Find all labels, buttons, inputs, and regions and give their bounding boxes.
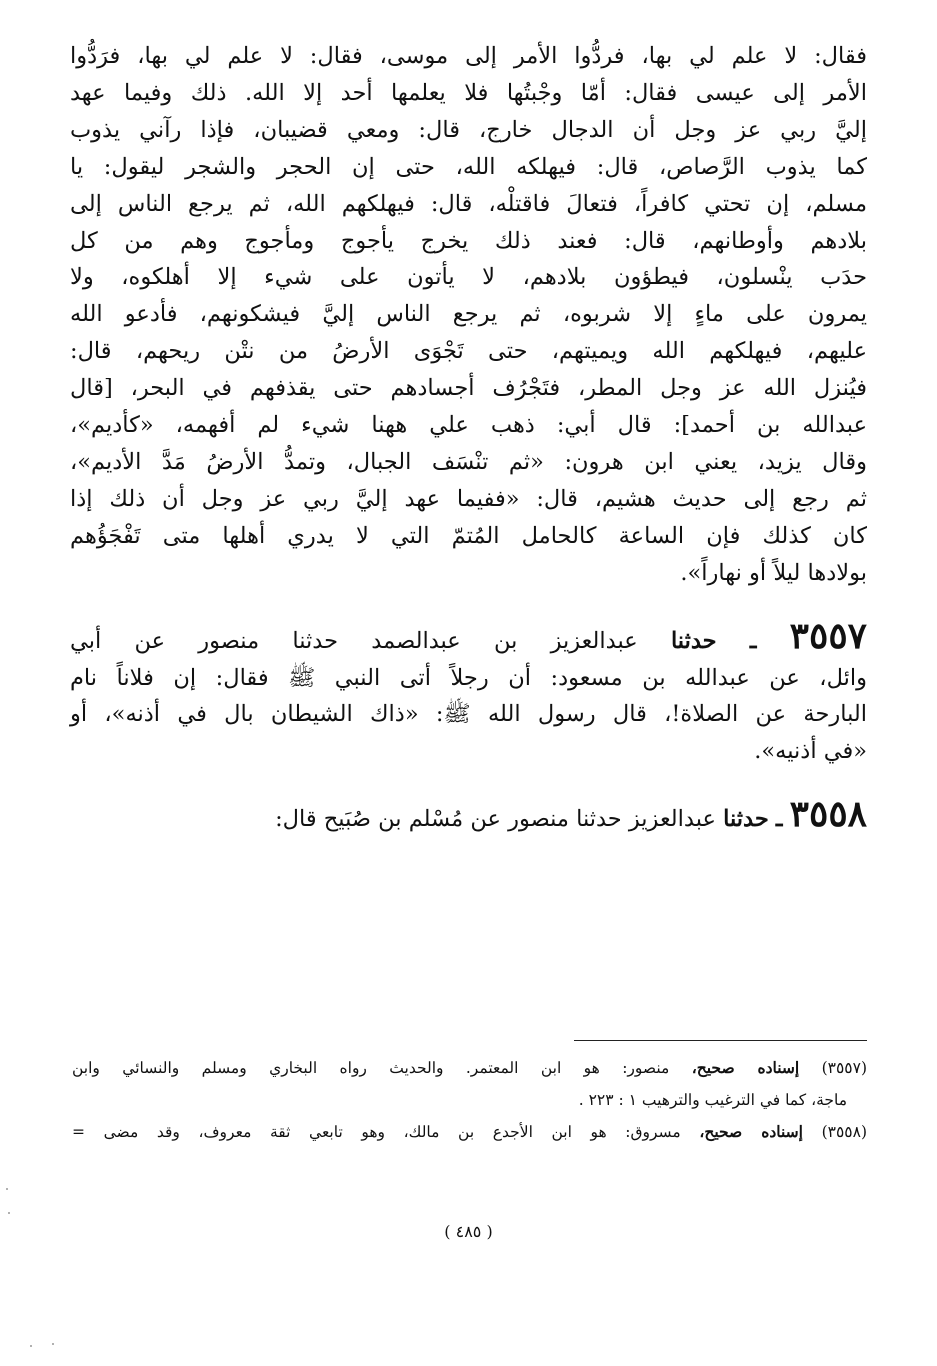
text-line: كان كذلك فإن الساعة كالحامل المُتمّ التي لا يدري أهلها متى تَفْجَؤُهم xyxy=(70,522,867,549)
text-line: وائل، عن عبدالله بن مسعود: أن رجلاً أتى النبي ﷺ فقال: إن فلاناً نام xyxy=(70,664,867,691)
footnotes xyxy=(72,1052,867,1148)
footnote-divider xyxy=(574,1040,867,1041)
footnote-number: (٣٥٥٨) xyxy=(821,1123,867,1141)
text-line: فيُنزل الله عز وجل المطر، فتَجْرُف أجسادهم حتى يقذفهم في البحر، [قال xyxy=(70,375,867,402)
hadith-lead-word: حدثنا xyxy=(670,627,717,654)
text-line: مسلم، إن تحتي كافراً، فتعالَ فاقتلْه، قال: فيهلكهم الله، ثم يرجع الناس إلى xyxy=(70,190,867,217)
hadith-number: ٣٥٥٧ xyxy=(789,614,868,657)
text-line: وقال يزيد، يعني ابن هرون: «ثم تنْسَف الجبال، وتمدُّ الأرضُ مَدَّ الأديم»، xyxy=(70,448,867,475)
text-line: يمرون على ماءٍ إلا شربوه، ثم يرجع الناس إليَّ فيشكونهم، فأدعو الله xyxy=(70,301,867,328)
text-line: إليَّ ربي عز وجل أن الدجال خارج، قال: ومعي قضيبان، فإذا رآني يذوب xyxy=(70,116,867,143)
text-line: عليهم، فيهلكهم الله ويميتهم، حتى تَجْوَى الأرضُ من نتْن ريحهم، قال: xyxy=(70,338,867,365)
hadith-first-line xyxy=(70,793,867,838)
main-text xyxy=(70,38,867,838)
text-line: فقال: لا علم لي بها، فردُّوا الأمر إلى موسى، فقال: لا علم لي بها، فرَدُّوا xyxy=(70,43,867,69)
hadith-dash: ـ xyxy=(775,806,783,833)
hadith-number: ٣٥٥٨ xyxy=(789,793,867,836)
footnote-text: مسروق: هو ابن الأجدع بن مالك، وهو تابعي ثقة معروف، وقد مضى = xyxy=(72,1123,681,1141)
text-line: البارحة عن الصلاة!، قال رسول الله ﷺ: «ذاك الشيطان بال في أذنه»، أو xyxy=(70,701,867,728)
footnote-3557-continued: ماجة، كما في الترغيب والترهيب ١ : ٢٢٣ . xyxy=(578,1091,847,1109)
footnote-grade: إسناده صحيح، xyxy=(691,1058,800,1077)
hadith-dash: ـ xyxy=(749,627,757,654)
footnote-3558 xyxy=(72,1116,867,1148)
hadith-3558 xyxy=(70,793,867,838)
text-line: ثم رجع إلى حديث هشيم، قال: «ففيما عهد إليَّ ربي عز وجل أن ذلك إذا xyxy=(70,485,867,512)
text-line: بلادهم وأوطانهم، قال: فعند ذلك يخرج يأجوج ومأجوج وهم من كل xyxy=(70,227,867,254)
page-number: ( ٤٨٥ ) xyxy=(444,1222,493,1241)
footnote-text: منصور: هو ابن المعتمر. والحديث رواه البخاري ومسلم والنسائي وابن xyxy=(72,1059,670,1077)
hadith-3557 xyxy=(70,614,868,771)
scan-speck xyxy=(30,1345,32,1347)
text-line: بولادها ليلاً أو نهاراً». xyxy=(680,559,867,586)
scan-speck xyxy=(6,1188,8,1190)
scan-speck xyxy=(8,1212,10,1214)
text-line: كما يذوب الرَّصاص، قال: فيهلكه الله، حتى إن الحجر والشجر ليقول: يا xyxy=(70,153,867,180)
hadith-lead-word: حدثنا xyxy=(723,806,769,833)
footnote-3557 xyxy=(72,1052,867,1084)
footnote-number: (٣٥٥٧) xyxy=(821,1059,867,1077)
hadith-first-line-text: عبدالعزيز حدثنا منصور عن مُسْلم بن صُبَيح قال: xyxy=(275,806,716,833)
text-line: حدَب ينْسلون، فيطؤون بلادهم، لا يأتون على شيء إلا أهلكوه، ولا xyxy=(70,264,867,291)
continuation-paragraph xyxy=(70,38,867,592)
text-line: الأمر إلى عيسى فقال: أمّا وجْبتُها فلا يعلمها أحد إلا الله. ذلك وفيما عهد xyxy=(70,79,867,106)
hadith-first-line xyxy=(70,614,868,660)
text-line: عبدالله بن أحمد]: قال أبي: ذهب علي ههنا شيء لم أفهمه، «كأديم»، xyxy=(70,412,867,439)
footnote-grade: إسناده صحيح، xyxy=(699,1122,803,1141)
scan-speck xyxy=(52,1343,54,1345)
text-line: «في أذنيه». xyxy=(754,738,867,765)
hadith-first-line-text: عبدالعزيز بن عبدالصمد حدثنا منصور عن أبي xyxy=(70,627,638,654)
